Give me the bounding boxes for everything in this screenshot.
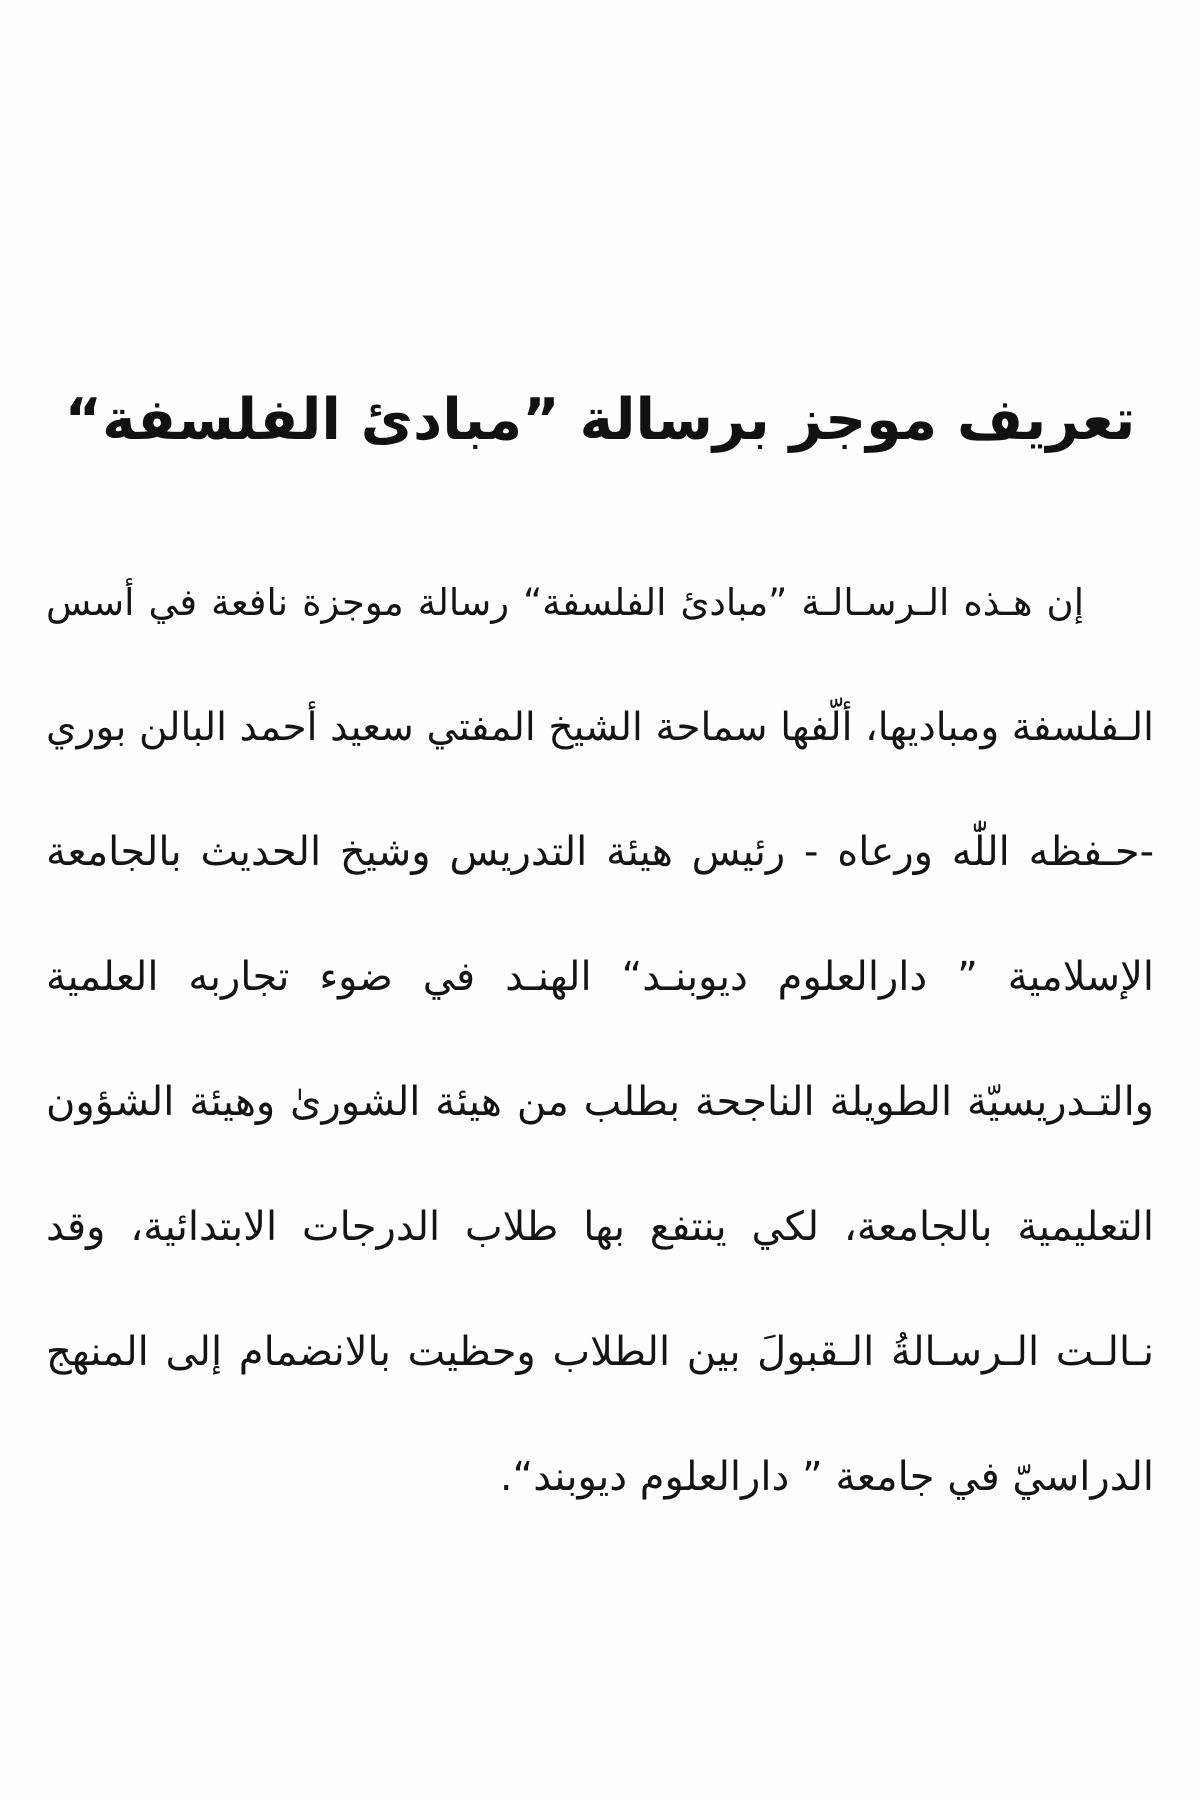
paragraph-line: الدراسيّ في جامعة ” دارالعلوم ديوبند“. — [499, 1454, 1154, 1500]
paragraph-line: الإسلامية ” دارالعلوم ديوبنـد“ الهنـد في ضوء تجاربه العلمية — [46, 954, 1154, 1000]
paragraph-line: والتـدريسيّة الطويلة الناجحة بطلب من هيئة الشورىٰ وهيئة الشؤون — [46, 1079, 1154, 1125]
paragraph-line: إن هـذه الـرسـالـة ”مبادئ الفلسفة“ رسالة موجزة نافعة في أسس — [46, 581, 1084, 624]
paragraph-line: الـفلسفة ومباديها، ألّفها سماحة الشيخ المفتي سعيد أحمد البالن بوري — [46, 705, 1154, 750]
paragraph-line: نـالـت الـرسـالةُ الـقبولَ بين الطلاب وحظيت بالانضمام إلى المنهج — [46, 1329, 1154, 1375]
body-paragraph — [46, 540, 1154, 1540]
document-title: تعريف موجز برسالة ”مبادئ الفلسفة“ — [64, 387, 1136, 453]
paragraph-line: التعليمية بالجامعة، لكي ينتفع بها طلاب الدرجات الابتدائية، وقد — [46, 1204, 1154, 1250]
paragraph-line: -حـفظه اللّٰه ورعاه - رئيس هيئة التدريس وشيخ الحديث بالجامعة — [46, 829, 1154, 875]
